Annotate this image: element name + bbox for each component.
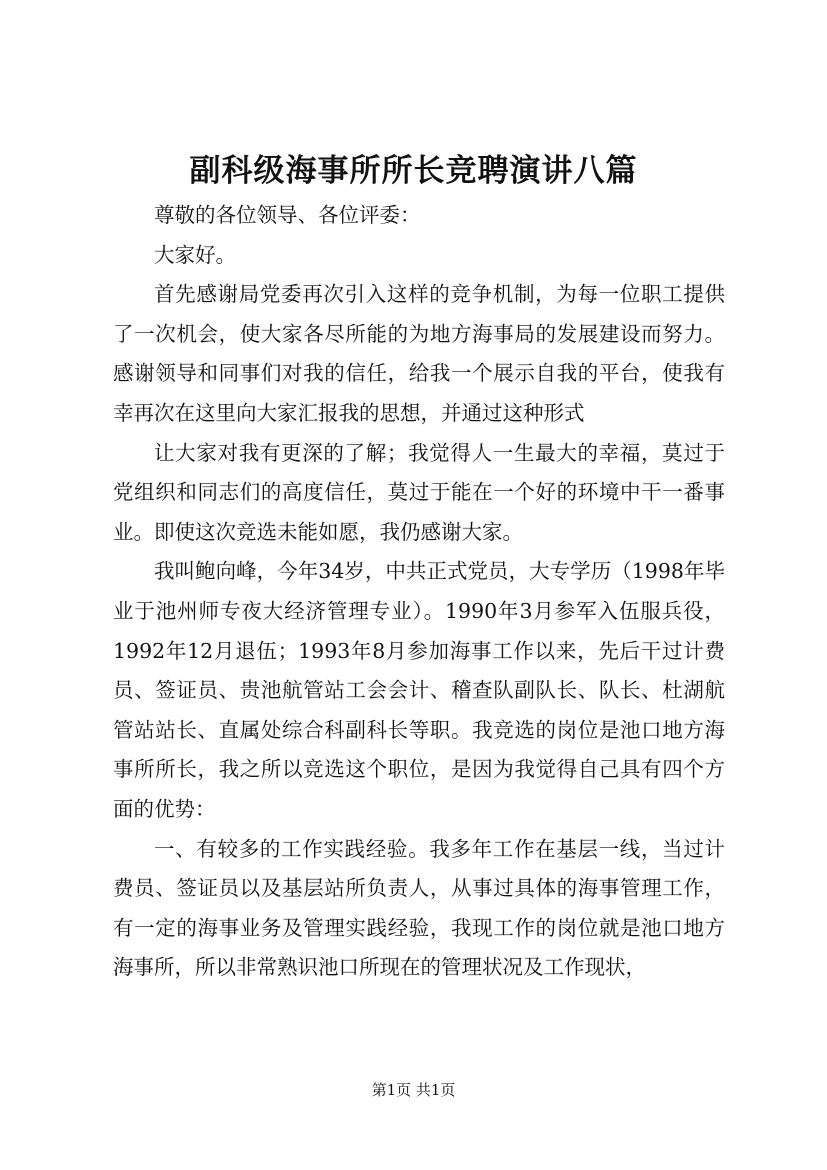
greeting: 大家好。 xyxy=(154,242,236,267)
salutation: 尊敬的各位领导、各位评委： xyxy=(154,203,421,227)
document-title: 副科级海事所所长竞聘演讲八篇 xyxy=(189,153,638,189)
paragraph: 首先感谢局党委再次引入这样的竞争机制，为每一位职工提供了一次机会，使大家各尽所能的为地方海事局的发展建设而努力。感谢领导和同事们对我的信任，给我一个展示自我的平台，使我有幸再次在这里向大家汇报我的思想，并通过这种形式 xyxy=(113,282,725,425)
paragraph: 让大家对我有更深的了解；我觉得人一生最大的幸福，莫过于党组织和同志们的高度信任，莫过于能在一个好的环境中干一番事业。即使这次竞选未能如愿，我仍感谢大家。 xyxy=(113,440,725,544)
paragraph: 我叫鲍向峰，今年34岁，中共正式党员，大专学历（1998年毕业于池州师专夜大经济管理专业）。1990年3月参军入伍服兵役，1992年12月退伍；1993年8月参加海事工作以来，先后干过计费员、签证员、贵池航管站工会会计、稽查队副队长、队长、杜湖航管站站长、直属处综合科副科长等职。我竞选的岗位是池口地方海事所所长，我之所以竞选这个职位，是因为我觉得自己具有四个方面的优势： xyxy=(113,559,725,821)
page-footer: 第1页 共1页 xyxy=(371,1081,456,1099)
document-body xyxy=(113,196,725,988)
paragraph: 一、有较多的工作实践经验。我多年工作在基层一线，当过计费员、签证员以及基层站所负责人，从事过具体的海事管理工作，有一定的海事业务及管理实践经验，我现工作的岗位就是池口地方海事所，所以非常熟识池口所现在的管理状况及工作现状， xyxy=(113,836,725,980)
